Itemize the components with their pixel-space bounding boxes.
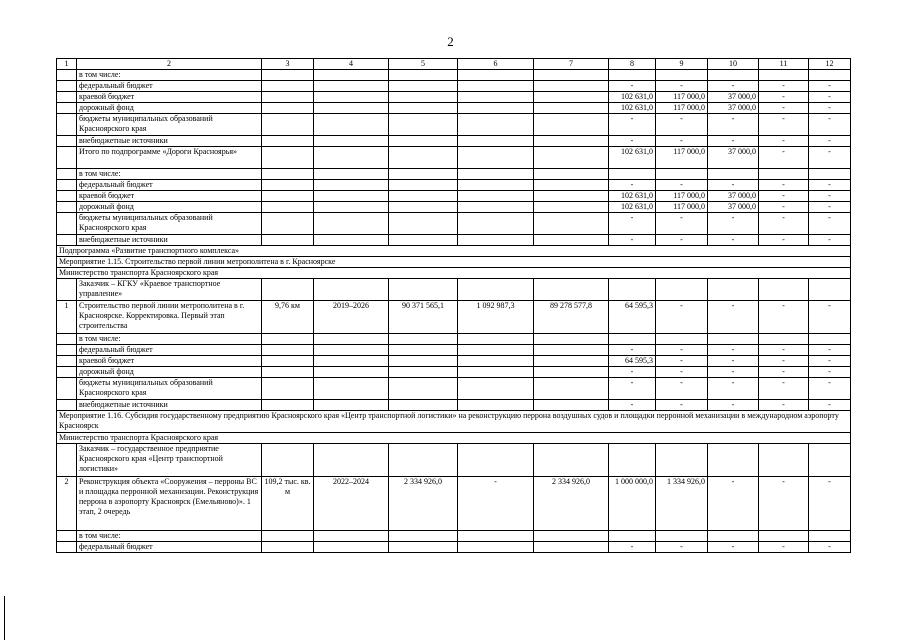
ministry-row bbox=[57, 268, 851, 279]
table-row bbox=[57, 191, 851, 202]
column-number: 3 bbox=[262, 59, 314, 70]
cell-value: 102 631,0 bbox=[609, 103, 656, 114]
subprogram-title-row bbox=[57, 246, 851, 257]
cell-value: - bbox=[759, 345, 809, 356]
cell-value: 117 000,0 bbox=[656, 191, 708, 202]
row-label: краевой бюджет bbox=[77, 92, 262, 103]
cell-value: 89 278 577,8 bbox=[534, 301, 609, 334]
table-row bbox=[57, 367, 851, 378]
cell-value: - bbox=[809, 191, 851, 202]
project-row bbox=[57, 301, 851, 334]
cell-value: - bbox=[809, 367, 851, 378]
cell-value: - bbox=[809, 147, 851, 169]
table-row bbox=[57, 400, 851, 411]
column-number: 7 bbox=[534, 59, 609, 70]
cell-value: - bbox=[656, 367, 708, 378]
subprogram-title: Подпрограмма «Развитие транспортного комплекса» bbox=[57, 246, 851, 257]
cell-value: - bbox=[708, 356, 759, 367]
cell-value: - bbox=[708, 378, 759, 400]
column-number: 6 bbox=[458, 59, 534, 70]
cell-value: - bbox=[708, 114, 759, 136]
cell-value: - bbox=[759, 92, 809, 103]
row-label: федеральный бюджет bbox=[77, 180, 262, 191]
table-row bbox=[57, 334, 851, 345]
project-period: 2019–2026 bbox=[314, 301, 389, 334]
cell-value: - bbox=[708, 345, 759, 356]
cell-value: - bbox=[759, 367, 809, 378]
row-label: в том числе: bbox=[77, 70, 262, 81]
column-number: 9 bbox=[656, 59, 708, 70]
cell-value: - bbox=[656, 213, 708, 235]
column-number: 1 bbox=[57, 59, 77, 70]
cell-value: - bbox=[708, 301, 759, 334]
cell-value: - bbox=[759, 542, 809, 553]
cell-value: - bbox=[759, 180, 809, 191]
row-label: краевой бюджет bbox=[77, 191, 262, 202]
cell-value: - bbox=[609, 180, 656, 191]
cell-value: - bbox=[759, 213, 809, 235]
table-row bbox=[57, 356, 851, 367]
cell-value: - bbox=[759, 235, 809, 246]
cell-value: - bbox=[656, 400, 708, 411]
row-label: бюджеты муниципальных образований Красноярского края bbox=[77, 213, 262, 235]
cell-value: - bbox=[809, 400, 851, 411]
table-row bbox=[57, 70, 851, 81]
cell-value: 64 595,3 bbox=[609, 356, 656, 367]
project-name: Реконструкция объекта «Сооружения – перроны ВС и площадка перронной механизации. Реконструкция перрона в аэропорту Красноярск (Емельяново)». 1 этап, 2 очередь bbox=[77, 477, 262, 531]
cell-value: - bbox=[809, 356, 851, 367]
cell-value: 1 000 000,0 bbox=[609, 477, 656, 531]
customer-row bbox=[57, 444, 851, 477]
subprogram-total-row bbox=[57, 147, 851, 169]
cell-value: - bbox=[708, 213, 759, 235]
cell-value: - bbox=[609, 81, 656, 92]
row-label: в том числе: bbox=[77, 169, 262, 180]
cell-value: - bbox=[708, 477, 759, 531]
margin-line bbox=[4, 596, 5, 640]
cell-value: - bbox=[759, 356, 809, 367]
project-name: Строительство первой линии метрополитена в г. Красноярске. Корректировка. Первый этап строительства bbox=[77, 301, 262, 334]
row-label: федеральный бюджет bbox=[77, 345, 262, 356]
row-label: федеральный бюджет bbox=[77, 81, 262, 92]
event-row bbox=[57, 411, 851, 433]
ministry-name: Министерство транспорта Красноярского края bbox=[57, 433, 851, 444]
cell-value: - bbox=[656, 235, 708, 246]
row-label: федеральный бюджет bbox=[77, 542, 262, 553]
table-row bbox=[57, 103, 851, 114]
cell-value: - bbox=[656, 180, 708, 191]
cell-value: - bbox=[809, 103, 851, 114]
event-title: Мероприятие 1.15. Строительство первой линии метрополитена в г. Красноярске bbox=[57, 257, 851, 268]
row-label: внебюджетные источники bbox=[77, 136, 262, 147]
cell-value: - bbox=[656, 136, 708, 147]
table-row bbox=[57, 81, 851, 92]
cell-value: - bbox=[759, 202, 809, 213]
cell-value: - bbox=[708, 400, 759, 411]
cell-value: - bbox=[458, 477, 534, 531]
cell-value: - bbox=[809, 345, 851, 356]
cell-value: - bbox=[609, 114, 656, 136]
table-row bbox=[57, 202, 851, 213]
row-label: внебюджетные источники bbox=[77, 400, 262, 411]
cell-value: - bbox=[708, 542, 759, 553]
column-number-row bbox=[57, 59, 851, 70]
project-row bbox=[57, 477, 851, 531]
cell-value: 102 631,0 bbox=[609, 202, 656, 213]
cell-value: - bbox=[809, 180, 851, 191]
cell-value: - bbox=[708, 367, 759, 378]
table-row bbox=[57, 136, 851, 147]
project-capacity: 109,2 тыс. кв. м bbox=[262, 477, 314, 531]
row-label: бюджеты муниципальных образований Красноярского края bbox=[77, 114, 262, 136]
cell-value: - bbox=[759, 477, 809, 531]
cell-value: - bbox=[656, 542, 708, 553]
cell-value: - bbox=[759, 301, 809, 334]
cell-value: - bbox=[759, 147, 809, 169]
table-row bbox=[57, 180, 851, 191]
cell-value: - bbox=[809, 542, 851, 553]
cell-value: - bbox=[809, 81, 851, 92]
cell-value: - bbox=[809, 136, 851, 147]
table-row bbox=[57, 531, 851, 542]
row-label: дорожный фонд bbox=[77, 103, 262, 114]
table-row bbox=[57, 235, 851, 246]
project-number: 2 bbox=[57, 477, 77, 531]
cell-value: - bbox=[759, 136, 809, 147]
column-number: 10 bbox=[708, 59, 759, 70]
cell-value: - bbox=[809, 114, 851, 136]
cell-value: 2 334 926,0 bbox=[389, 477, 458, 531]
row-label: в том числе: bbox=[77, 531, 262, 542]
cell-value: - bbox=[609, 542, 656, 553]
cell-value: - bbox=[609, 136, 656, 147]
column-number: 12 bbox=[809, 59, 851, 70]
column-number: 8 bbox=[609, 59, 656, 70]
cell-value: - bbox=[609, 213, 656, 235]
cell-value: - bbox=[656, 356, 708, 367]
column-number: 2 bbox=[77, 59, 262, 70]
cell-value: - bbox=[809, 301, 851, 334]
cell-value: - bbox=[656, 81, 708, 92]
cell-value: - bbox=[708, 235, 759, 246]
table-row bbox=[57, 169, 851, 180]
cell-value: 37 000,0 bbox=[708, 202, 759, 213]
project-capacity: 9,76 км bbox=[262, 301, 314, 334]
cell-value: - bbox=[809, 235, 851, 246]
cell-value: 117 000,0 bbox=[656, 92, 708, 103]
cell-value: - bbox=[759, 81, 809, 92]
cell-value: - bbox=[656, 378, 708, 400]
cell-value: - bbox=[759, 378, 809, 400]
cell-value: - bbox=[708, 180, 759, 191]
row-label: в том числе: bbox=[77, 334, 262, 345]
event-row bbox=[57, 257, 851, 268]
cell-value: - bbox=[809, 477, 851, 531]
cell-value: 117 000,0 bbox=[656, 147, 708, 169]
column-number: 11 bbox=[759, 59, 809, 70]
table-row bbox=[57, 213, 851, 235]
cell-value: - bbox=[609, 400, 656, 411]
cell-value: 102 631,0 bbox=[609, 92, 656, 103]
cell-value: 117 000,0 bbox=[656, 103, 708, 114]
cell-value: - bbox=[809, 378, 851, 400]
cell-value: - bbox=[609, 345, 656, 356]
table-row bbox=[57, 378, 851, 400]
customer-row bbox=[57, 279, 851, 301]
cell-value: 102 631,0 bbox=[609, 191, 656, 202]
table-row bbox=[57, 114, 851, 136]
cell-value: - bbox=[708, 136, 759, 147]
cell-value: 1 092 987,3 bbox=[458, 301, 534, 334]
column-number: 4 bbox=[314, 59, 389, 70]
event-title: Мероприятие 1.16. Субсидия государственному предприятию Красноярского края «Центр транспортной логистики» на реконструкцию перрона воздушных судов и площадки перронной механизации в международном аэропорту Красноярск bbox=[57, 411, 851, 433]
cell-value: - bbox=[656, 114, 708, 136]
column-number: 5 bbox=[389, 59, 458, 70]
table-row bbox=[57, 92, 851, 103]
cell-value: - bbox=[809, 92, 851, 103]
cell-value: - bbox=[809, 202, 851, 213]
row-label: дорожный фонд bbox=[77, 202, 262, 213]
cell-value: - bbox=[609, 367, 656, 378]
cell-value: - bbox=[708, 81, 759, 92]
project-period: 2022–2024 bbox=[314, 477, 389, 531]
row-label: бюджеты муниципальных образований Красноярского края bbox=[77, 378, 262, 400]
cell-value: - bbox=[609, 378, 656, 400]
row-label: Итого по подпрограмме «Дороги Красноярья» bbox=[77, 147, 262, 169]
project-number: 1 bbox=[57, 301, 77, 334]
cell-value: - bbox=[759, 114, 809, 136]
cell-value: 117 000,0 bbox=[656, 202, 708, 213]
ministry-row bbox=[57, 433, 851, 444]
cell-value: - bbox=[809, 213, 851, 235]
cell-value: 2 334 926,0 bbox=[534, 477, 609, 531]
table-row bbox=[57, 345, 851, 356]
cell-value: 1 334 926,0 bbox=[656, 477, 708, 531]
cell-value: - bbox=[656, 301, 708, 334]
cell-value: - bbox=[609, 235, 656, 246]
budget-table bbox=[56, 58, 851, 553]
row-label: внебюджетные источники bbox=[77, 235, 262, 246]
customer-label: Заказчик – государственное предприятие Красноярского края «Центр транспортной логистики» bbox=[77, 444, 262, 477]
customer-label: Заказчик – КГКУ «Краевое транспортное управление» bbox=[77, 279, 262, 301]
cell-value: 90 371 565,1 bbox=[389, 301, 458, 334]
cell-value: 37 000,0 bbox=[708, 103, 759, 114]
page-number: 2 bbox=[447, 34, 454, 49]
cell-value: - bbox=[759, 400, 809, 411]
cell-value: 37 000,0 bbox=[708, 191, 759, 202]
table-row bbox=[57, 542, 851, 553]
cell-value: 37 000,0 bbox=[708, 147, 759, 169]
cell-value: - bbox=[656, 345, 708, 356]
cell-value: 37 000,0 bbox=[708, 92, 759, 103]
cell-value: 64 595,3 bbox=[609, 301, 656, 334]
row-label: дорожный фонд bbox=[77, 367, 262, 378]
cell-value: 102 631,0 bbox=[609, 147, 656, 169]
ministry-name: Министерство транспорта Красноярского края bbox=[57, 268, 851, 279]
cell-value: - bbox=[759, 191, 809, 202]
cell-value: - bbox=[759, 103, 809, 114]
row-label: краевой бюджет bbox=[77, 356, 262, 367]
